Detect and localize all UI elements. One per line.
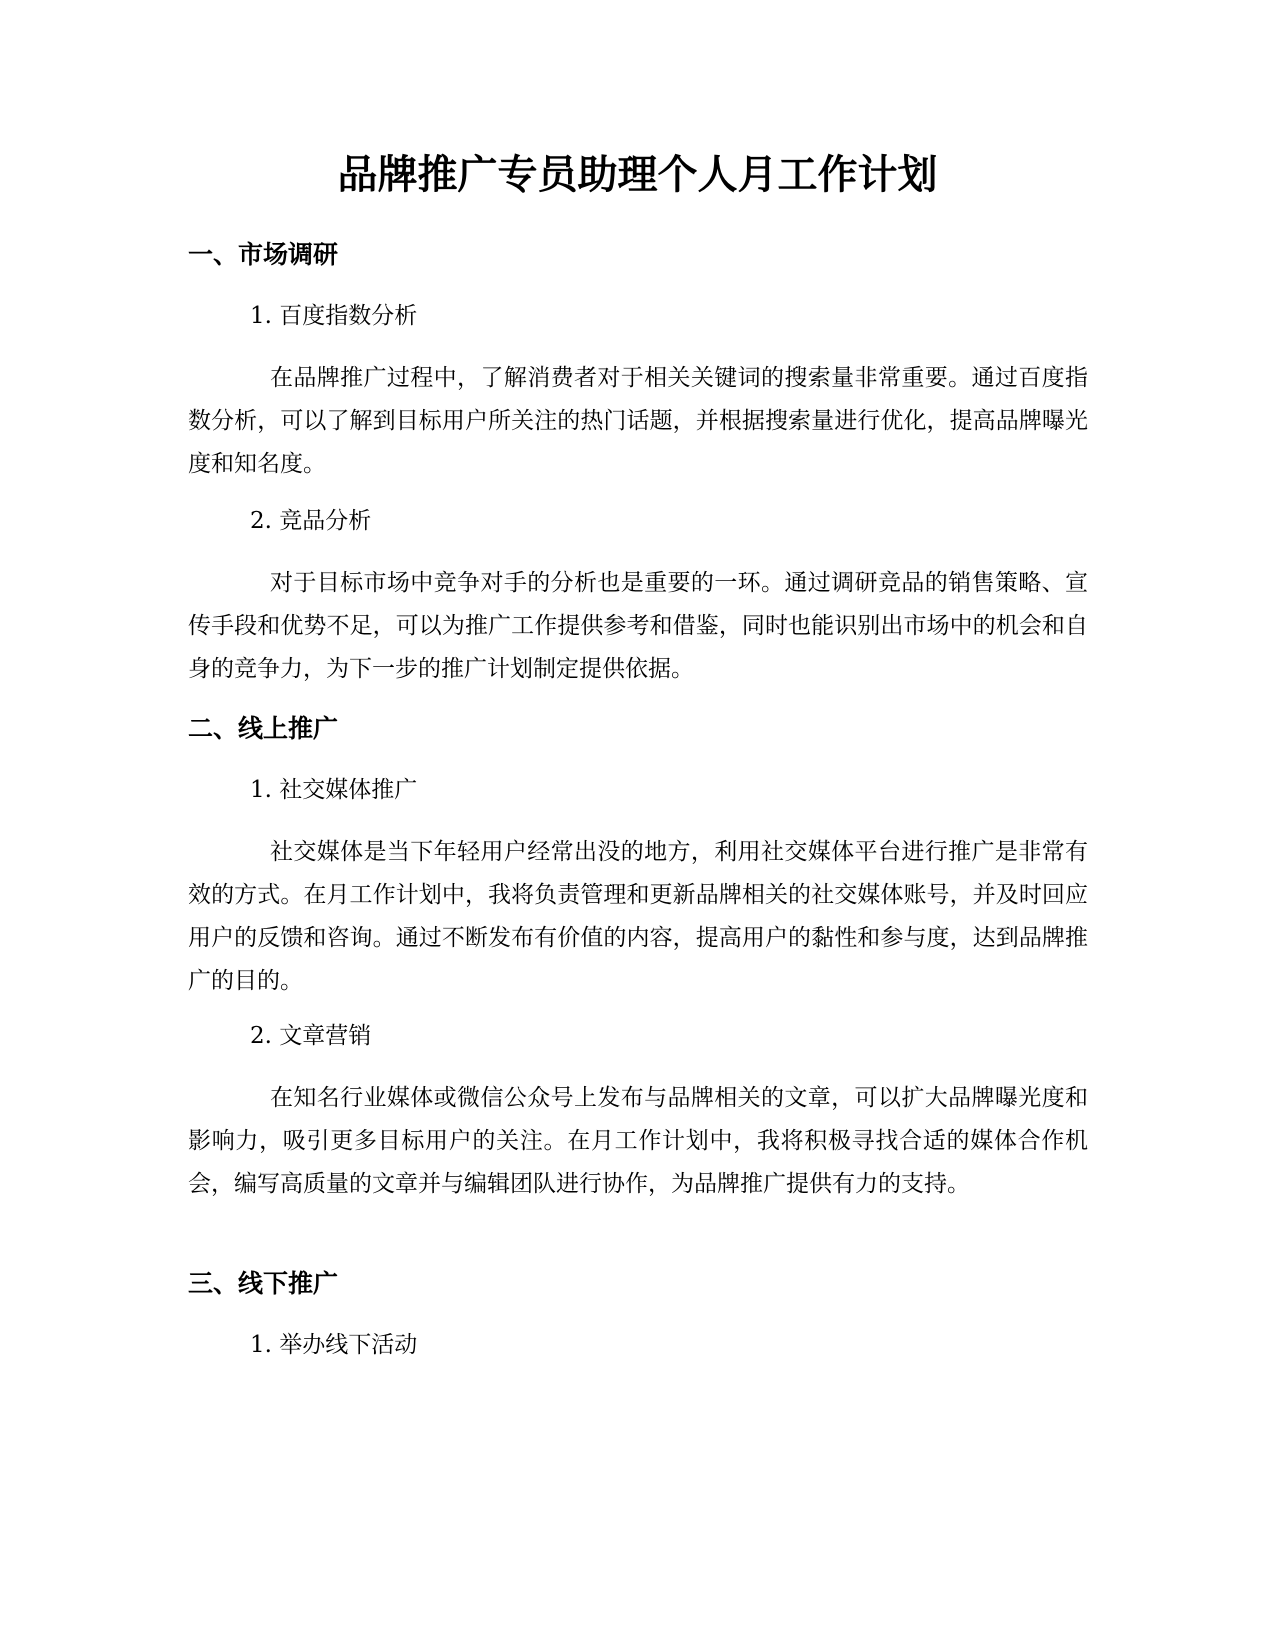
subsection-social-media: 1. 社交媒体推广 — [250, 777, 418, 803]
paragraph-baidu-index: 在品牌推广过程中，了解消费者对于相关关键词的搜索量非常重要。通过百度指数分析，可以了解到目标用户所关注的热门话题，并根据搜索量进行优化，提高品牌曝光度和知名度。 — [188, 365, 1088, 477]
paragraph-competitor-analysis: 对于目标市场中竞争对手的分析也是重要的一环。通过调研竞品的销售策略、宣传手段和优势不足，可以为推广工作提供参考和借鉴，同时也能识别出市场中的机会和自身的竞争力，为下一步的推广计划制定提供依据。 — [188, 570, 1088, 682]
section-heading-offline-promotion: 三、线下推广 — [188, 1269, 339, 1298]
section-heading-market-research: 一、市场调研 — [188, 240, 339, 269]
subsection-competitor-analysis: 2. 竞品分析 — [250, 508, 372, 534]
paragraph-article-marketing: 在知名行业媒体或微信公众号上发布与品牌相关的文章，可以扩大品牌曝光度和影响力，吸引更多目标用户的关注。在月工作计划中，我将积极寻找合适的媒体合作机会，编写高质量的文章并与编辑团队进行协作，为品牌推广提供有力的支持。 — [188, 1085, 1088, 1197]
page-title: 品牌推广专员助理个人月工作计划 — [337, 152, 938, 198]
subsection-offline-events: 1. 举办线下活动 — [250, 1332, 418, 1358]
section-heading-online-promotion: 二、线上推广 — [188, 714, 339, 743]
paragraph-social-media: 社交媒体是当下年轻用户经常出没的地方，利用社交媒体平台进行推广是非常有效的方式。在月工作计划中，我将负责管理和更新品牌相关的社交媒体账号，并及时回应用户的反馈和咨询。通过不断发布有价值的内容，提高用户的黏性和参与度，达到品牌推广的目的。 — [188, 839, 1088, 994]
subsection-baidu-index: 1. 百度指数分析 — [250, 303, 418, 329]
subsection-article-marketing: 2. 文章营销 — [250, 1023, 372, 1049]
